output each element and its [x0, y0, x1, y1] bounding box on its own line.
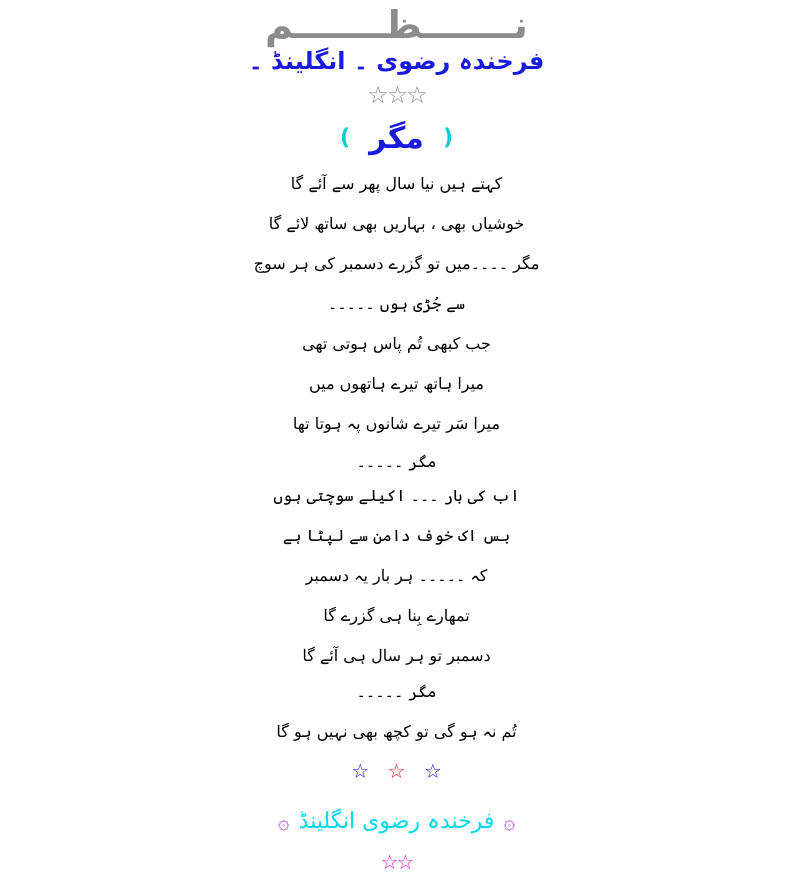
- author-signature: فرخندہ رضوی انگلینڈ: [298, 808, 495, 834]
- verse-line: بس اک خوف دامن سے لپٹا ہے: [282, 526, 511, 545]
- star-icons-pink: ☆☆: [380, 850, 413, 874]
- star-icons-grey: ☆☆☆: [367, 81, 426, 109]
- star-icon: ☆: [387, 759, 406, 783]
- verse-line: اب کی بار ۔۔۔ اکیلے سوچتی ہوں: [273, 486, 520, 505]
- verse-line: تُم نہ ہو گی تو کچھ بھی نہیں ہو گا: [276, 722, 517, 741]
- poem-title: مگر: [369, 120, 424, 156]
- nazm-heading: نـــــــظـــــــم: [265, 3, 528, 47]
- verse-line: میرا سَر تیرے شانوں پہ ہوتا تھا: [292, 414, 501, 433]
- verse-line: خوشیاں بھی ، بہاریں بھی ساتھ لائے گا: [268, 214, 525, 233]
- author-signature-row: [0, 804, 793, 839]
- verse-line: تمھارے بِنا ہی گزرے گا: [323, 606, 470, 625]
- poem-title-row: [0, 118, 793, 159]
- verse-line: جب کبھی تُم پاس ہوتی تھی: [302, 334, 491, 353]
- author-heading: فرخندہ رضوی ۔ انگلینڈ ۔: [248, 47, 545, 75]
- paren-close: ): [442, 125, 453, 151]
- ornament-icon: ۞: [503, 809, 516, 834]
- star-icons-row: [0, 758, 793, 784]
- ornament-icon: ۞: [277, 809, 290, 834]
- verse-line: کہ ۔۔۔۔۔ ہر بار یہ دسمبر: [305, 566, 488, 585]
- verse-line: مگر ۔۔۔۔میں تو گزرے دسمبر کی ہر سوچ: [253, 254, 540, 273]
- verse-line: سے جُڑی ہوں ۔۔۔۔۔: [327, 294, 466, 313]
- verse-line: کہتے ہیں نیا سال پھر سے آئے گا: [290, 174, 503, 193]
- star-icon: ☆: [423, 759, 442, 783]
- paren-open: (: [340, 125, 351, 151]
- verse-line: میرا ہاتھ تیرے ہاتھوں میں: [309, 374, 484, 393]
- star-icon: ☆: [351, 759, 370, 783]
- verse-line: مگر ۔۔۔۔۔: [356, 452, 437, 471]
- verse-line: مگر ۔۔۔۔۔: [356, 682, 437, 701]
- verse-line: دسمبر تو ہر سال ہی آئے گا: [302, 646, 491, 665]
